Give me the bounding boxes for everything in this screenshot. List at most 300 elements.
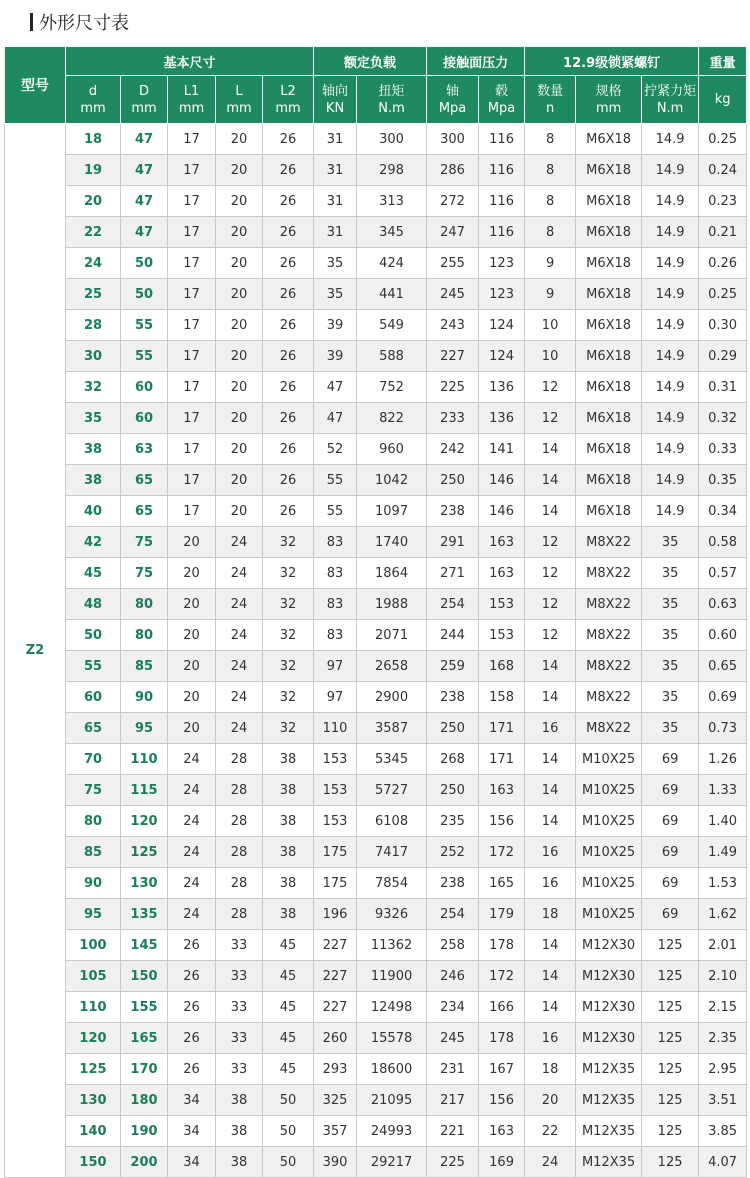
table-cell: 255 [427,248,479,279]
table-cell: 45 [263,1023,314,1054]
table-cell: 14.9 [642,496,699,527]
table-cell: 14 [525,465,576,496]
table-cell: 45 [66,558,121,589]
table-cell: 18 [66,124,121,155]
table-cell: 16 [525,868,576,899]
table-cell: 238 [427,868,479,899]
table-cell: 0.21 [699,217,747,248]
table-cell: 38 [263,744,314,775]
table-cell: 166 [479,992,525,1023]
table-cell: 14.9 [642,434,699,465]
table-cell: 158 [479,682,525,713]
header-col-label: 毂 [495,83,509,99]
page-title-text: 外形尺寸表 [39,13,129,34]
table-cell: 22 [66,217,121,248]
table-cell: 146 [479,496,525,527]
table-cell: 125 [642,992,699,1023]
table-cell: M8X22 [576,589,642,620]
table-cell: 29217 [357,1147,427,1178]
table-cell: M6X18 [576,217,642,248]
table-cell: 2658 [357,651,427,682]
table-cell: 20 [525,1085,576,1116]
table-cell: 300 [427,124,479,155]
table-cell: 28 [216,868,263,899]
table-cell: 35 [66,403,121,434]
table-cell: 38 [66,465,121,496]
table-cell: M12X30 [576,961,642,992]
table-cell: 120 [66,1023,121,1054]
table-cell: 0.25 [699,124,747,155]
table-cell: 40 [66,496,121,527]
table-cell: 95 [66,899,121,930]
table-cell: 60 [121,403,168,434]
table-cell: 32 [263,589,314,620]
table-cell: 225 [427,1147,479,1178]
table-cell: 18 [525,1054,576,1085]
table-cell: 31 [314,155,357,186]
table-cell: 26 [263,496,314,527]
page-title [30,8,129,36]
table-row [5,1116,747,1147]
table-cell: 38 [216,1085,263,1116]
table-cell: 271 [427,558,479,589]
table-cell: 135 [121,899,168,930]
table-cell: 10 [525,310,576,341]
table-cell: 52 [314,434,357,465]
table-row [5,248,747,279]
table-cell: 2.15 [699,992,747,1023]
table-cell: 34 [168,1085,216,1116]
table-cell: 5727 [357,775,427,806]
table-cell: 12 [525,589,576,620]
table-cell: 960 [357,434,427,465]
table-cell: 28 [66,310,121,341]
table-cell: 14 [525,930,576,961]
table-cell: 2.10 [699,961,747,992]
table-cell: 100 [66,930,121,961]
table-cell: 4.07 [699,1147,747,1178]
table-cell: M6X18 [576,434,642,465]
table-cell: 28 [216,744,263,775]
table-cell: 24 [66,248,121,279]
table-cell: 254 [427,899,479,930]
table-cell: 55 [314,465,357,496]
table-cell: 175 [314,868,357,899]
table-cell: 123 [479,279,525,310]
table-cell: 233 [427,403,479,434]
header-col-10 [576,76,642,124]
table-cell: 0.60 [699,620,747,651]
table-cell: 357 [314,1116,357,1147]
table-cell: 50 [121,248,168,279]
table-cell: 14 [525,961,576,992]
table-cell: 14 [525,496,576,527]
table-cell: 16 [525,837,576,868]
table-cell: 14 [525,744,576,775]
table-cell: 33 [216,992,263,1023]
header-col-label: 轴向 [322,83,349,99]
header-col-label: d [88,83,98,99]
table-cell: M8X22 [576,620,642,651]
header-col-label: 数量 [537,83,564,99]
table-cell: 12 [525,558,576,589]
table-cell: 32 [263,527,314,558]
table-cell: 65 [66,713,121,744]
header-col-label: 轴 [446,83,460,99]
table-cell: 8 [525,186,576,217]
table-cell: 200 [121,1147,168,1178]
table-cell: 14 [525,775,576,806]
table-cell: 26 [263,403,314,434]
table-cell: 238 [427,496,479,527]
table-cell: 80 [66,806,121,837]
table-cell: 38 [216,1147,263,1178]
table-cell: 196 [314,899,357,930]
header-col-label: D [138,83,149,99]
table-cell: 153 [314,806,357,837]
table-cell: 190 [121,1116,168,1147]
table-cell: 69 [642,744,699,775]
table-cell: 24 [216,620,263,651]
table-cell: 231 [427,1054,479,1085]
table-cell: M12X35 [576,1116,642,1147]
table-cell: 24 [216,589,263,620]
table-cell: 125 [642,930,699,961]
header-col-unit: mm [80,100,106,116]
table-cell: 11362 [357,930,427,961]
table-row [5,434,747,465]
table-cell: 17 [168,217,216,248]
table-cell: 105 [66,961,121,992]
table-cell: 20 [216,279,263,310]
table-cell: 20 [168,589,216,620]
table-cell: M6X18 [576,279,642,310]
table-cell: 69 [642,899,699,930]
table-cell: 136 [479,403,525,434]
table-cell: 50 [263,1116,314,1147]
table-cell: 35 [314,279,357,310]
table-cell: 0.35 [699,465,747,496]
table-cell: 24 [216,651,263,682]
table-row [5,1147,747,1178]
table-cell: M6X18 [576,465,642,496]
table-cell: 1.53 [699,868,747,899]
table-cell: 47 [314,403,357,434]
table-cell: 14.9 [642,341,699,372]
header-col-8 [479,76,525,124]
table-cell: M10X25 [576,806,642,837]
table-cell: 69 [642,868,699,899]
table-cell: 172 [479,837,525,868]
table-cell: 26 [263,186,314,217]
table-cell: 9 [525,279,576,310]
table-cell: 83 [314,620,357,651]
table-cell: 1042 [357,465,427,496]
table-row [5,465,747,496]
dimension-table [4,46,747,1178]
table-cell: 14.9 [642,465,699,496]
table-cell: 97 [314,682,357,713]
table-row [5,279,747,310]
header-col-9 [525,76,576,124]
table-row [5,496,747,527]
table-cell: 47 [121,217,168,248]
table-cell: 291 [427,527,479,558]
table-cell: 24 [525,1147,576,1178]
table-cell: 35 [314,248,357,279]
header-col-unit: mm [226,100,252,116]
table-cell: M10X25 [576,744,642,775]
table-cell: 20 [216,124,263,155]
table-cell: 55 [121,341,168,372]
table-cell: 14.9 [642,186,699,217]
header-group-basic: 基本尺寸 [66,47,314,76]
table-cell: 168 [479,651,525,682]
header-col-unit: mm [178,100,205,116]
table-cell: 17 [168,248,216,279]
table-cell: 26 [168,1023,216,1054]
table-cell: 2.01 [699,930,747,961]
table-cell: M10X25 [576,775,642,806]
table-cell: 146 [479,465,525,496]
table-cell: 63 [121,434,168,465]
table-cell: 95 [121,713,168,744]
table-cell: 172 [479,961,525,992]
table-cell: 822 [357,403,427,434]
table-row [5,713,747,744]
table-cell: 42 [66,527,121,558]
table-cell: 24 [168,806,216,837]
table-cell: 20 [216,310,263,341]
header-col-label: L1 [183,83,200,99]
header-col-2 [168,76,216,124]
table-cell: 24993 [357,1116,427,1147]
header-col-label: 规格 [595,83,622,99]
table-cell: 12498 [357,992,427,1023]
header-subcolumns [5,76,747,124]
table-cell: 7854 [357,868,427,899]
header-col-unit: Mpa [487,100,516,116]
header-group-bolt: 12.9级锁紧螺钉 [525,47,699,76]
table-cell: 3587 [357,713,427,744]
table-cell: 83 [314,589,357,620]
table-row [5,868,747,899]
table-cell: 7417 [357,837,427,868]
header-col-5 [314,76,357,124]
table-cell: 1.40 [699,806,747,837]
table-cell: 300 [357,124,427,155]
table-cell: 20 [216,403,263,434]
table-cell: 26 [263,279,314,310]
table-cell: 39 [314,341,357,372]
table-cell: 225 [427,372,479,403]
table-cell: 35 [642,620,699,651]
table-cell: 26 [263,341,314,372]
table-cell: 141 [479,434,525,465]
table-cell: 19 [66,155,121,186]
table-cell: 136 [479,372,525,403]
table-cell: 0.65 [699,651,747,682]
header-col-1 [121,76,168,124]
table-cell: 26 [168,1054,216,1085]
table-cell: 125 [642,1116,699,1147]
table-cell: 752 [357,372,427,403]
table-row [5,589,747,620]
table-cell: 14.9 [642,279,699,310]
table-cell: 16 [525,1023,576,1054]
table-cell: M12X30 [576,1023,642,1054]
table-cell: 124 [479,310,525,341]
table-cell: 20 [216,217,263,248]
table-cell: 26 [168,930,216,961]
table-row [5,341,747,372]
table-cell: 17 [168,124,216,155]
table-cell: 17 [168,434,216,465]
table-cell: M6X18 [576,310,642,341]
table-cell: 145 [121,930,168,961]
table-cell: 0.32 [699,403,747,434]
table-cell: 35 [642,527,699,558]
table-cell: 1864 [357,558,427,589]
table-cell: 242 [427,434,479,465]
table-cell: 65 [121,465,168,496]
table-cell: 125 [642,1054,699,1085]
table-cell: 18600 [357,1054,427,1085]
table-cell: 14.9 [642,124,699,155]
table-cell: 0.23 [699,186,747,217]
table-cell: 0.29 [699,341,747,372]
table-row [5,403,747,434]
table-cell: 69 [642,806,699,837]
table-cell: 3.85 [699,1116,747,1147]
table-cell: 17 [168,310,216,341]
table-cell: 34 [168,1116,216,1147]
table-cell: 2.95 [699,1054,747,1085]
table-cell: 24 [216,682,263,713]
table-cell: 39 [314,310,357,341]
table-cell: 246 [427,961,479,992]
table-cell: 33 [216,961,263,992]
table-cell: 0.26 [699,248,747,279]
table-cell: 0.25 [699,279,747,310]
header-col-unit: mm [595,100,622,116]
table-cell: 247 [427,217,479,248]
table-cell: 70 [66,744,121,775]
header-col-unit: Mpa [438,100,467,116]
table-cell: M8X22 [576,682,642,713]
table-cell: M8X22 [576,558,642,589]
table-cell: 24 [168,899,216,930]
table-cell: 26 [168,992,216,1023]
table-cell: 0.57 [699,558,747,589]
table-cell: 124 [479,341,525,372]
table-cell: 10 [525,341,576,372]
table-cell: 21095 [357,1085,427,1116]
table-cell: 14 [525,992,576,1023]
table-cell: 26 [263,310,314,341]
header-group-load: 额定负载 [314,47,427,76]
table-cell: 243 [427,310,479,341]
table-cell: 163 [479,775,525,806]
table-cell: 140 [66,1116,121,1147]
table-cell: 20 [216,341,263,372]
table-cell: 217 [427,1085,479,1116]
table-cell: 38 [216,1116,263,1147]
table-cell: 254 [427,589,479,620]
table-cell: 83 [314,558,357,589]
table-cell: 31 [314,217,357,248]
table-cell: 50 [66,620,121,651]
table-cell: 235 [427,806,479,837]
table-cell: 0.34 [699,496,747,527]
table-cell: 69 [642,775,699,806]
header-col-label: L [235,83,243,99]
table-cell: 17 [168,496,216,527]
table-cell: 125 [642,961,699,992]
table-cell: 116 [479,186,525,217]
table-cell: 69 [642,837,699,868]
header-col-label: 扭矩 [378,83,405,99]
table-cell: 47 [121,124,168,155]
table-row [5,682,747,713]
table-cell: M6X18 [576,186,642,217]
table-cell: 130 [121,868,168,899]
table-cell: 17 [168,372,216,403]
table-cell: M6X18 [576,496,642,527]
table-cell: M12X35 [576,1054,642,1085]
table-cell: 35 [642,713,699,744]
table-cell: 38 [263,899,314,930]
table-cell: 116 [479,124,525,155]
table-cell: 45 [263,930,314,961]
table-cell: 47 [121,155,168,186]
table-cell: 0.24 [699,155,747,186]
table-cell: 272 [427,186,479,217]
table-cell: 17 [168,155,216,186]
table-cell: 20 [216,496,263,527]
table-cell: 2071 [357,620,427,651]
table-cell: 31 [314,186,357,217]
table-cell: 75 [66,775,121,806]
table-cell: 20 [168,527,216,558]
table-cell: 26 [263,465,314,496]
table-cell: 178 [479,930,525,961]
table-cell: 116 [479,155,525,186]
table-row [5,744,747,775]
table-cell: 153 [479,589,525,620]
table-cell: 1097 [357,496,427,527]
table-cell: 85 [66,837,121,868]
table-cell: M12X35 [576,1147,642,1178]
table-cell: 32 [263,713,314,744]
table-cell: 50 [121,279,168,310]
table-cell: 110 [66,992,121,1023]
header-model: 型号 [5,47,66,124]
table-cell: M6X18 [576,124,642,155]
table-cell: 85 [121,651,168,682]
table-cell: 17 [168,403,216,434]
model-cell: Z2 [5,124,66,1178]
table-cell: 14 [525,434,576,465]
header-col-unit: N.m [656,100,684,116]
table-cell: 14.9 [642,155,699,186]
header-col-label: kg [714,92,731,107]
table-cell: 97 [314,651,357,682]
header-col-unit: N.m [378,100,405,116]
table-cell: 153 [479,620,525,651]
table-cell: 34 [168,1147,216,1178]
table-row [5,558,747,589]
